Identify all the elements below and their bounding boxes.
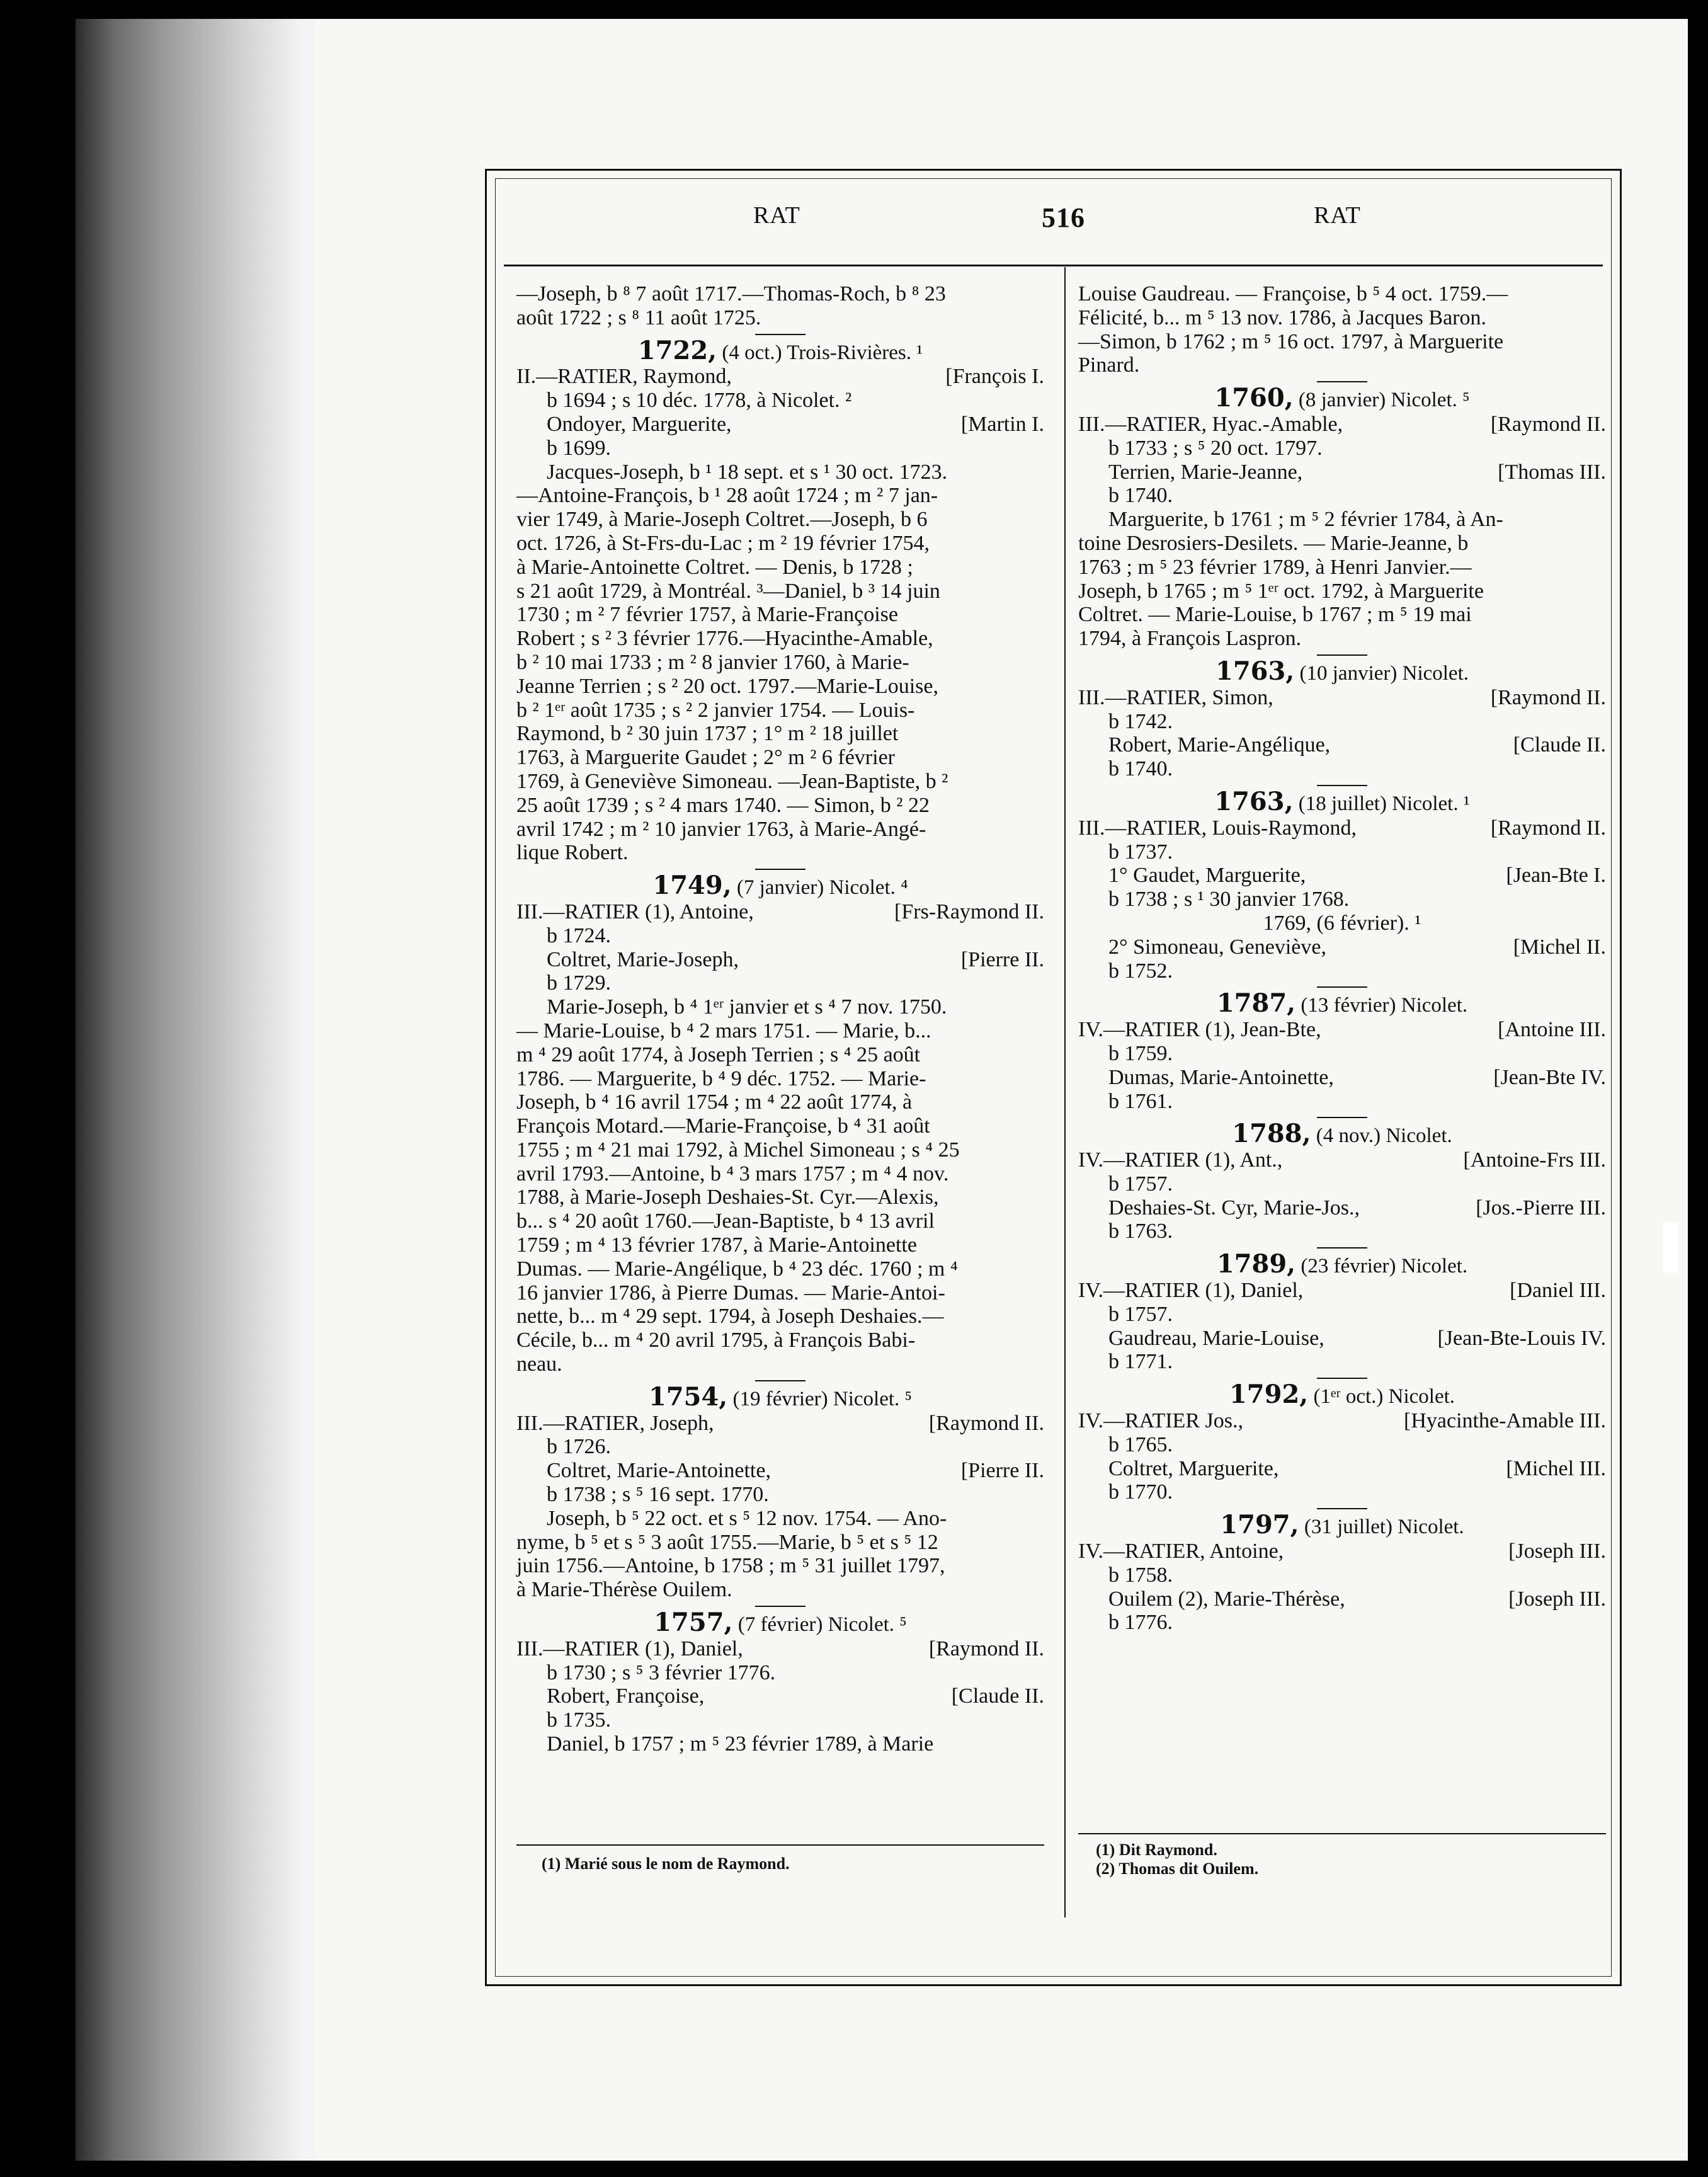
marriage-year: 1788, [1232,1119,1311,1149]
wife-parent: [Claude II. [951,1684,1044,1708]
section-rule [1317,1378,1367,1379]
marriage-1788 [1078,1119,1606,1243]
marriage-place: (7 février) Nicolet. ⁵ [737,1613,907,1637]
husband-info: b 1694 ; s 10 déc. 1778, à Nicolet. ² [547,389,852,413]
husband-info: b 1757. [1108,1302,1173,1326]
section-rule [1317,381,1367,382]
husband-name: IV.—RATIER, Antoine, [1078,1540,1284,1563]
wife-parent: [Jean-Bte-Louis IV. [1437,1326,1606,1350]
margin-tab [1663,1222,1678,1272]
section-rule [1317,1508,1367,1509]
marriage-place: (7 janvier) Nicolet. ⁴ [736,876,908,900]
marriage-place: (10 janvier) Nicolet. [1299,661,1469,685]
text-line: 16 janvier 1786, à Pierre Dumas. — Marie-Antoi- [516,1281,945,1305]
wife-info: b 1735. [547,1708,611,1732]
husband-parent: [Antoine-Frs III. [1463,1148,1606,1172]
text-line: Félicité, b... m ⁵ 13 nov. 1786, à Jacques Baron. [1078,306,1486,329]
marriage-1757 [516,1608,1044,1756]
wife-info: b 1738 ; s ⁵ 16 sept. 1770. [547,1483,769,1507]
text-line: Louise Gaudreau. — Françoise, b ⁵ 4 oct. 1759.— [1078,282,1508,306]
text-line: Raymond, b ² 30 juin 1737 ; 1° m ² 18 juillet [516,722,899,746]
text-line: avril 1793.—Antoine, b ⁴ 3 mars 1757 ; m ⁴ 4 nov. [516,1162,949,1186]
husband-parent: [Raymond II. [928,1637,1044,1660]
wife-parent: [Pierre II. [960,1459,1044,1483]
text-line: 1794, à François Laspron. [1078,627,1302,651]
wife-name: 1° Gaudet, Marguerite, [1108,864,1306,888]
text-line: Joseph, b 1765 ; m ⁵ 1ᵉʳ oct. 1792, à Marguerite [1078,579,1484,603]
marriage-place: (13 février) Nicolet. [1301,994,1468,1017]
marriage-year: 1754, [648,1381,728,1412]
text-line: nette, b... m ⁴ 29 sept. 1794, à Joseph Deshaies.— [516,1305,944,1328]
husband-parent: [Raymond II. [1490,685,1606,709]
husband-name: IV.—RATIER (1), Ant., [1078,1148,1283,1172]
right-column [1078,282,1606,1635]
marriage-place: (1ᵉʳ oct.) Nicolet. [1313,1385,1455,1408]
marriage-year: 1722, [637,335,717,365]
husband-parent: [Hyacinthe-Amable III. [1404,1409,1606,1433]
section-rule [1317,1117,1367,1118]
text-line: Robert ; s ² 3 février 1776.—Hyacinthe-Amable, [516,627,933,651]
footnote-left: (1) Marié sous le nom de Raymond. [542,1854,790,1873]
right-intro [1078,282,1606,377]
wife-info: b 1770. [1108,1480,1173,1504]
wife-info: b 1740. [1108,757,1173,781]
wife-info: b 1740. [1108,484,1173,508]
wife-parent: [Jean-Bte IV. [1493,1065,1606,1089]
running-head [495,202,1612,239]
marriage-year: 1763, [1216,656,1295,686]
husband-parent: [François I. [945,365,1044,389]
children-list [516,460,1044,866]
husband-name: IV.—RATIER (1), Daniel, [1078,1279,1304,1303]
wife2-info: b 1752. [1108,959,1173,983]
husband-info: b 1742. [1108,709,1173,733]
wife-parent: [Joseph III. [1508,1587,1606,1611]
text-line: Cécile, b... m ⁴ 20 avril 1795, à François Babi- [516,1328,916,1352]
text-line: Marie-Joseph, b ⁴ 1ᵉʳ janvier et s ⁴ 7 nov. 1750. [547,995,947,1019]
text-line: juin 1756.—Antoine, b 1758 ; m ⁵ 31 juillet 1797, [516,1554,945,1578]
text-line: m ⁴ 29 août 1774, à Joseph Terrien ; s ⁴ 25 août [516,1043,921,1066]
wife-name: Robert, Françoise, [547,1684,705,1708]
wife2-parent: [Michel II. [1513,935,1606,959]
text-line: à Marie-Antoinette Coltret. — Denis, b 1728 ; [516,555,913,579]
husband-info: b 1737. [1108,840,1173,864]
wife-name: Terrien, Marie-Jeanne, [1108,460,1303,484]
wife-parent: [Pierre II. [960,947,1044,971]
text-line: s 21 août 1729, à Montréal. ³—Daniel, b ³ 14 juin [516,579,940,603]
husband-name: III.—RATIER, Hyac.-Amable, [1078,412,1343,436]
text-line: Jacques-Joseph, b ¹ 18 sept. et s ¹ 30 oct. 1723. [547,460,948,484]
section-rule [755,1380,806,1381]
wife-parent: [Claude II. [1513,733,1606,757]
husband-info: b 1726. [547,1435,611,1459]
text-line: nyme, b ⁵ et s ⁵ 3 août 1755.—Marie, b ⁵ et s ⁵ 12 [516,1530,938,1554]
marriage-place: (23 février) Nicolet. [1301,1255,1468,1278]
text-line: b ² 10 mai 1733 ; m ² 8 janvier 1760, à Marie- [516,650,909,674]
marriage-place: (8 janvier) Nicolet. ⁵ [1298,389,1470,412]
wife-info: b 1763. [1108,1220,1173,1243]
wife-parent: [Jean-Bte I. [1506,864,1606,888]
text-line: — Marie-Louise, b ⁴ 2 mars 1751. — Marie, b... [516,1019,931,1043]
marriage-1749 [516,871,1044,1376]
text-line: Daniel, b 1757 ; m ⁵ 23 février 1789, à Marie [547,1732,934,1756]
husband-parent: [Joseph III. [1508,1540,1606,1563]
husband-info: b 1759. [1108,1041,1173,1065]
section-rule [755,1606,806,1607]
page-number: 516 [1042,202,1085,233]
wife-name: Ondoyer, Marguerite, [547,412,732,436]
text-line: François Motard.—Marie-Françoise, b ⁴ 31 août [516,1114,930,1138]
children-list [1078,508,1606,651]
left-column [516,282,1044,1756]
wife-name: Coltret, Marie-Antoinette, [547,1459,771,1483]
husband-parent: [Antoine III. [1498,1018,1606,1042]
text-line: neau. [516,1352,562,1376]
column-divider [1064,267,1066,1917]
text-line: avril 1742 ; m ² 10 janvier 1763, à Marie-Angé- [516,817,926,841]
marriage-year: 1757, [654,1608,733,1638]
section-rule [755,334,806,335]
wife-parent: [Jos.-Pierre III. [1476,1196,1606,1220]
text-line: —Joseph, b ⁸ 7 août 1717.—Thomas-Roch, b ⁸ 23 [516,282,946,306]
text-line: 1769, à Geneviève Simoneau. —Jean-Baptiste, b ² [516,769,948,793]
footnotes-right [1096,1841,1258,1878]
husband-info: b 1724. [547,923,611,947]
marriage-place: (4 oct.) Trois-Rivières. ¹ [722,341,923,364]
children-list [516,1507,1044,1602]
marriage-1792 [1078,1380,1606,1504]
marriage-1763a [1078,656,1606,781]
marriage-place: (4 nov.) Nicolet. [1316,1124,1452,1148]
footnote-rule-left [516,1844,1044,1846]
wife-name: Dumas, Marie-Antoinette, [1108,1065,1334,1089]
text-line: —Simon, b 1762 ; m ⁵ 16 oct. 1797, à Marguerite [1078,329,1504,353]
text-line: vier 1749, à Marie-Joseph Coltret.—Joseph, b 6 [516,508,928,532]
marriage-year: 1787, [1216,988,1296,1019]
wife-parent: [Martin I. [960,412,1044,436]
marriage-1763b [1078,786,1606,983]
section-rule [1317,1247,1367,1248]
marriage-year: 1789, [1216,1249,1296,1279]
marriage-1797 [1078,1510,1606,1635]
text-line: —Antoine-François, b ¹ 28 août 1724 ; m ² 7 jan- [516,484,938,508]
husband-name: III.—RATIER, Simon, [1078,685,1273,709]
marriage-1722 [516,335,1044,866]
marriage-year: 1760, [1214,383,1294,413]
wife-info: b 1699. [547,436,611,460]
husband-info: b 1765. [1108,1432,1173,1456]
marriage-year: 1792, [1229,1380,1309,1410]
marriage-place: (18 juillet) Nicolet. ¹ [1298,792,1470,815]
marriage-1787 [1078,988,1606,1113]
text-line: Marguerite, b 1761 ; m ⁵ 2 février 1784, à An- [1108,508,1503,532]
husband-info: b 1730 ; s ⁵ 3 février 1776. [547,1660,776,1684]
wife-info: b 1729. [547,971,611,995]
text-line: 25 août 1739 ; s ² 4 mars 1740. — Simon, b ² 22 [516,793,930,817]
wife-name: Robert, Marie-Angélique, [1108,733,1331,757]
husband-name: III.—RATIER (1), Daniel, [516,1637,743,1660]
footnote: (2) Thomas dit Ouilem. [1096,1860,1259,1878]
text-line: 1730 ; m ² 7 février 1757, à Marie-Françoise [516,603,898,627]
marriage-place: (31 juillet) Nicolet. [1304,1516,1464,1539]
wife-name: Ouilem (2), Marie-Thérèse, [1108,1587,1345,1611]
husband-parent: [Daniel III. [1510,1279,1606,1303]
husband-parent: [Raymond II. [928,1411,1044,1435]
text-line: Dumas. — Marie-Angélique, b ⁴ 23 déc. 1760 ; m ⁴ [516,1257,958,1281]
wife-parent: [Thomas III. [1498,460,1606,484]
wife-info: b 1738 ; s ¹ 30 janvier 1768. [1108,888,1350,911]
husband-name: IV.—RATIER (1), Jean-Bte, [1078,1018,1321,1042]
marriage-year: 1797, [1220,1510,1299,1540]
text-line: lique Robert. [516,841,629,865]
husband-name: IV.—RATIER Jos., [1078,1409,1243,1433]
text-line: b... s ⁴ 20 août 1760.—Jean-Baptiste, b ⁴ 13 avril [516,1209,935,1233]
marriage-1754 [516,1381,1044,1602]
marriage-year: 1763, [1214,786,1294,816]
text-line: 1786. — Marguerite, b ⁴ 9 déc. 1752. — Marie- [516,1066,926,1090]
section-rule [1317,785,1367,786]
header-rule [504,265,1603,266]
text-line: oct. 1726, à St-Frs-du-Lac ; m ² 19 février 1754, [516,531,930,555]
second-marriage-date: 1769, (6 février). ¹ [1263,911,1421,935]
running-head-right: RAT [1314,202,1361,229]
text-line: Coltret. — Marie-Louise, b 1767 ; m ⁵ 19 mai [1078,603,1472,627]
husband-info: b 1757. [1108,1172,1173,1196]
husband-parent: [Raymond II. [1490,816,1606,840]
text-line: 1763, à Marguerite Gaudet ; 2° m ² 6 février [516,746,895,770]
wife-name: Gaudreau, Marie-Louise, [1108,1326,1324,1350]
marriage-year: 1749, [652,871,732,901]
wife-info: b 1761. [1108,1089,1173,1113]
husband-info: b 1733 ; s ⁵ 20 oct. 1797. [1108,436,1323,460]
marriage-1760 [1078,383,1606,651]
text-line: Jeanne Terrien ; s ² 20 oct. 1797.—Marie-Louise, [516,674,939,698]
text-line: Joseph, b ⁵ 22 oct. et s ⁵ 12 nov. 1754. — Ano- [547,1506,947,1530]
text-line: 1755 ; m ⁴ 21 mai 1792, à Michel Simoneau ; s ⁴ 25 [516,1138,960,1162]
husband-parent: [Raymond II. [1490,412,1606,436]
text-line: b ² 1ᵉʳ août 1735 ; s ² 2 janvier 1754. — Louis- [516,698,915,722]
text-line: 1788, à Marie-Joseph Deshaies-St. Cyr.—Alexis, [516,1186,939,1209]
husband-name: III.—RATIER (1), Antoine, [516,900,754,923]
husband-name: III.—RATIER, Louis-Raymond, [1078,816,1357,840]
children-list [516,995,1044,1376]
wife-parent: [Michel III. [1506,1456,1606,1480]
marriage-place: (19 février) Nicolet. ⁵ [732,1387,913,1410]
husband-parent: [Frs-Raymond II. [894,900,1044,923]
text-line: toine Desrosiers-Desilets. — Marie-Jeanne, b [1078,531,1469,555]
section-rule [755,869,806,870]
husband-name: II.—RATIER, Raymond, [516,365,732,389]
text-line: août 1722 ; s ⁸ 11 août 1725. [516,306,761,329]
marriage-1789 [1078,1249,1606,1374]
footnote: (1) Dit Raymond. [1096,1841,1217,1859]
section-rule [1317,986,1367,988]
text-line: 1763 ; m ⁵ 23 février 1789, à Henri Janvier.— [1078,555,1472,579]
wife-info: b 1771. [1108,1350,1173,1374]
wife-info: b 1776. [1108,1611,1173,1635]
husband-info: b 1758. [1108,1563,1173,1587]
text-line: Joseph, b ⁴ 16 avril 1754 ; m ⁴ 22 août 1774, à [516,1090,913,1114]
wife2-name: 2° Simoneau, Geneviève, [1108,935,1326,959]
section-rule [1317,654,1367,656]
text-line: 1759 ; m ⁴ 13 février 1787, à Marie-Antoinette [516,1233,917,1257]
left-intro [516,282,1044,330]
text-line: Pinard. [1078,353,1140,377]
wife-name: Deshaies-St. Cyr, Marie-Jos., [1108,1196,1360,1220]
husband-name: III.—RATIER, Joseph, [516,1411,714,1435]
text-line: à Marie-Thérèse Ouilem. [516,1578,732,1602]
wife-name: Coltret, Marie-Joseph, [547,947,739,971]
footnote-rule-right [1078,1833,1606,1834]
wife-name: Coltret, Marguerite, [1108,1456,1279,1480]
running-head-left: RAT [753,202,800,229]
